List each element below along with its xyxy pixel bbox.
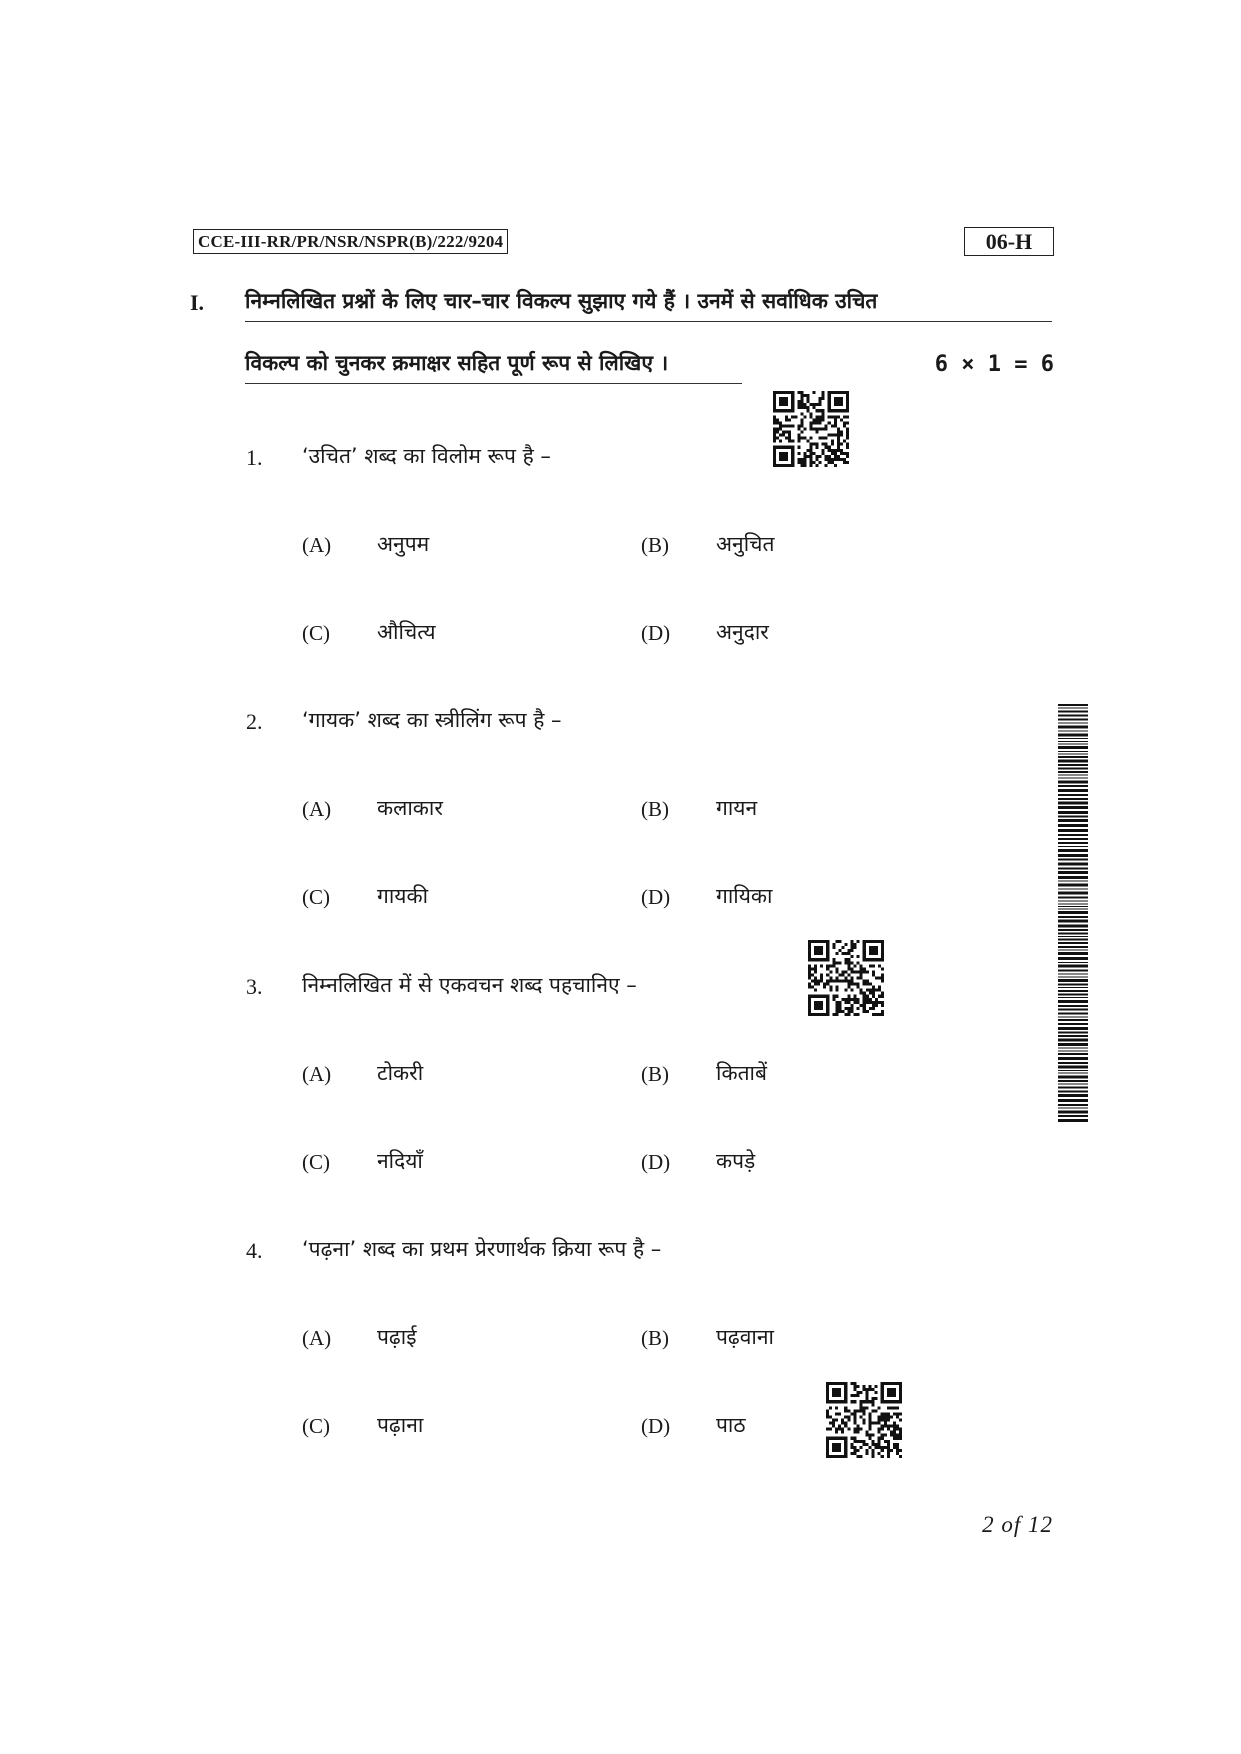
q1-option-c-label: (C): [302, 621, 330, 645]
q4-option-c-text: पढ़ाना: [377, 1413, 424, 1437]
q1-option-a-label: (A): [302, 533, 332, 557]
q2-option-a-label: (A): [302, 797, 332, 821]
barcode-icon: [1058, 704, 1088, 1124]
qr-code-icon: [773, 391, 849, 467]
paper-id-box: 06-H: [964, 227, 1054, 256]
paper-code: CCE-III-RR/PR/NSR/NSPR(B)/222/9204: [193, 229, 508, 254]
q4-option-d-text: पाठ: [716, 1413, 746, 1437]
question-3-number: 3.: [246, 974, 263, 999]
q2-option-b-text: गायन: [716, 796, 758, 820]
q3-option-a-text: टोकरी: [377, 1061, 424, 1085]
question-1-number: 1.: [246, 445, 263, 470]
q2-option-a-text: कलाकार: [377, 796, 443, 820]
q3-option-b-text: किताबें: [716, 1061, 767, 1085]
q3-option-d-label: (D): [641, 1150, 671, 1174]
question-2-text: ‘गायक’ शब्द का स्त्रीलिंग रूप है –: [302, 708, 562, 732]
q3-option-a-label: (A): [302, 1062, 332, 1086]
q4-option-a-label: (A): [302, 1326, 332, 1350]
q1-option-c-text: औचित्य: [377, 620, 436, 644]
section-instruction-line1: निम्नलिखित प्रश्नों के लिए चार–चार विकल्प सुझाए गये हैं । उनमें से सर्वाधिक उचित: [245, 287, 1052, 322]
question-1-text: ‘उचित’ शब्द का विलोम रूप है –: [302, 444, 551, 468]
section-instruction-line2: विकल्प को चुनकर क्रमाक्षर सहित पूर्ण रूप से लिखिए ।: [245, 349, 742, 384]
q4-option-b-label: (B): [641, 1326, 669, 1350]
q3-option-d-text: कपड़े: [716, 1149, 756, 1173]
q2-option-d-label: (D): [641, 885, 671, 909]
q2-option-c-text: गायकी: [377, 884, 429, 908]
section-marks: 6 × 1 = 6: [934, 352, 1054, 377]
q3-option-c-text: नदियाँ: [377, 1149, 423, 1173]
q4-option-a-text: पढ़ाई: [377, 1325, 417, 1349]
q1-option-d-text: अनुदार: [716, 620, 769, 644]
page-number: 2 of 12: [982, 1512, 1053, 1537]
question-4-number: 4.: [246, 1238, 263, 1263]
q1-option-b-text: अनुचित: [716, 532, 775, 556]
question-4-text: ‘पढ़ना’ शब्द का प्रथम प्रेरणार्थक क्रिया रूप है –: [302, 1237, 662, 1261]
q3-option-c-label: (C): [302, 1150, 330, 1174]
q2-option-b-label: (B): [641, 797, 669, 821]
q2-option-d-text: गायिका: [716, 884, 773, 908]
q1-option-a-text: अनुपम: [377, 532, 430, 556]
qr-code-icon: [808, 940, 884, 1016]
q1-option-b-label: (B): [641, 533, 669, 557]
question-2-number: 2.: [246, 709, 263, 734]
section-number: I.: [190, 290, 205, 315]
q1-option-d-label: (D): [641, 621, 671, 645]
question-3-text: निम्नलिखित में से एकवचन शब्द पहचानिए –: [302, 973, 637, 997]
q2-option-c-label: (C): [302, 885, 330, 909]
q3-option-b-label: (B): [641, 1062, 669, 1086]
q4-option-c-label: (C): [302, 1414, 330, 1438]
q4-option-b-text: पढ़वाना: [716, 1325, 774, 1349]
qr-code-icon: [826, 1382, 902, 1458]
q4-option-d-label: (D): [641, 1414, 671, 1438]
